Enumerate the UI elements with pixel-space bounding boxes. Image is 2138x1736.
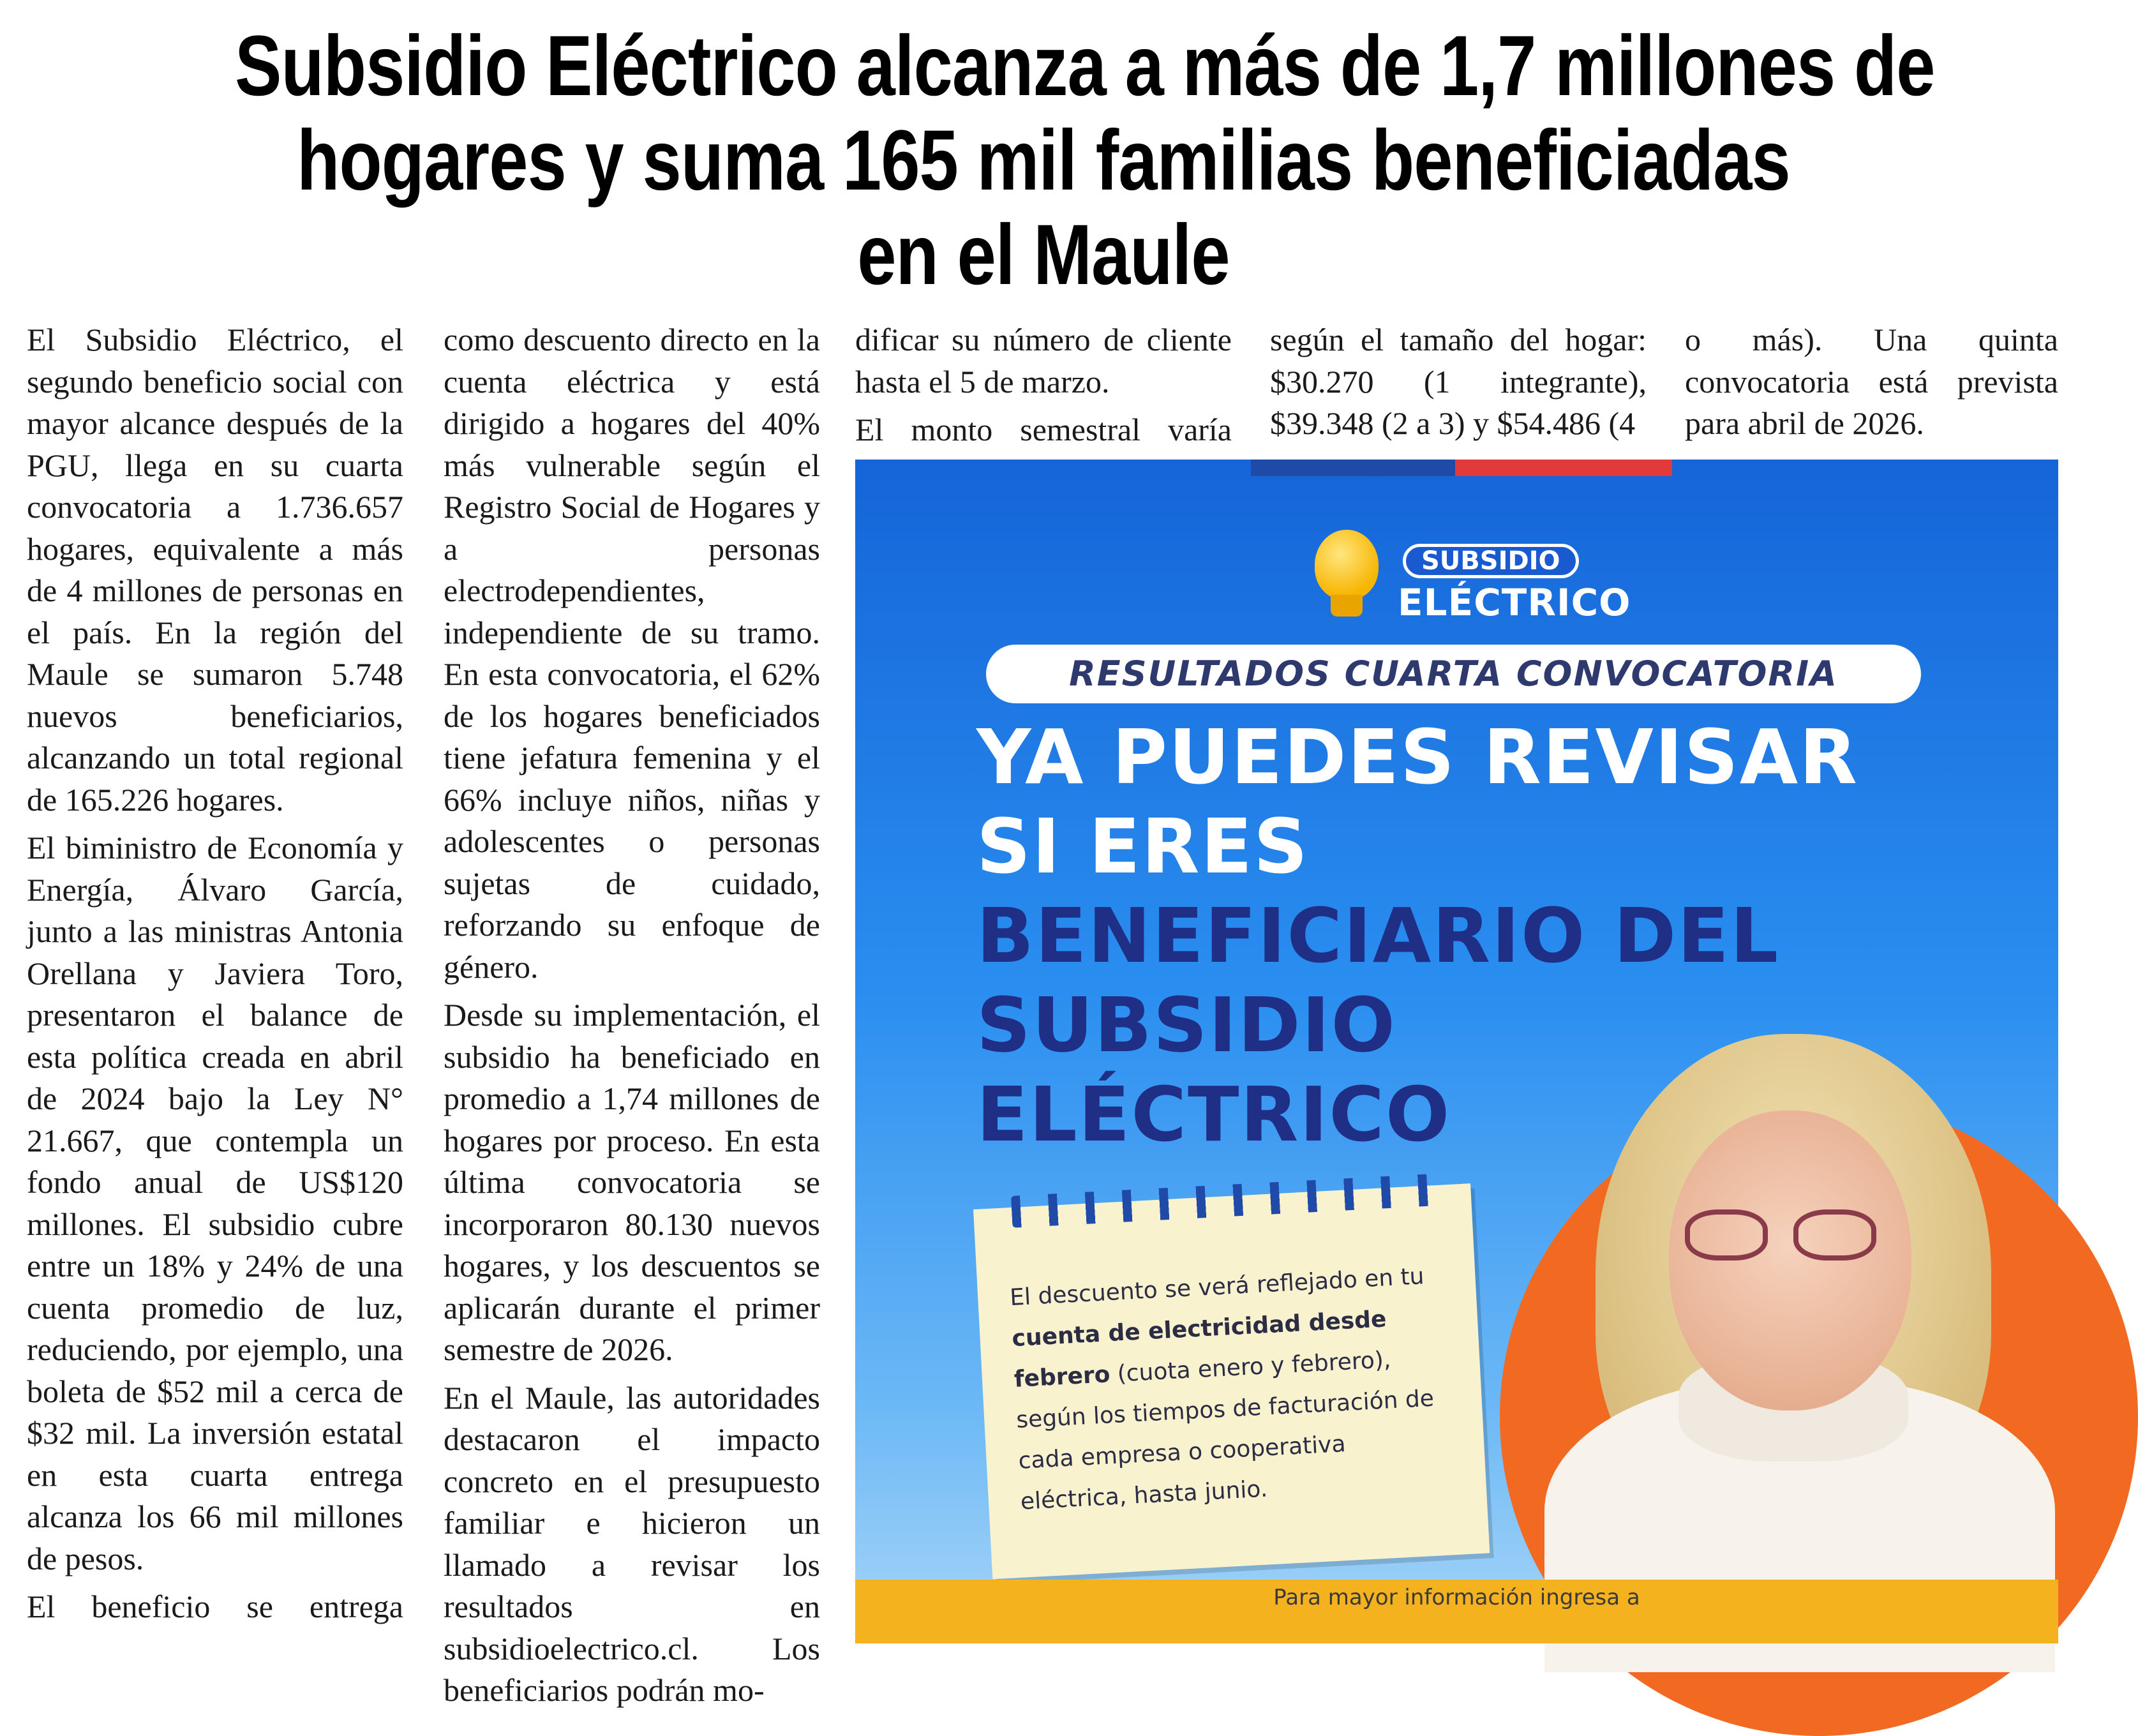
note-text-bold: cuenta de electricidad desde febrero (1011, 1306, 1387, 1393)
poster-line-3: BENEFICIARIO DEL (976, 892, 1780, 980)
headline-line-3: en el Maule (857, 207, 1230, 303)
paragraph: según el tamaño del hogar: $30.270 (1 integrante), $39.348 (2 a 3) y $54.486 (4 (1270, 322, 1647, 441)
headline (235, 19, 1935, 303)
article-column-1 (27, 319, 403, 1635)
logo-electrico: ELÉCTRICO (1398, 581, 1631, 624)
poster-footer: Para mayor información ingresa a (855, 1580, 2058, 1643)
article-column-2 (444, 319, 820, 1718)
notepad-rings-icon (1011, 1174, 1433, 1227)
paragraph: Desde su implementación, el subsidio ha beneficiado en promedio a 1,74 millones de hogares por proceso. En esta última convocatoria se incorporaron 80.130 nuevos hogares, y los descuentos se aplicarán durante el primer semestre de 2026. (444, 997, 820, 1367)
note-text-part-2: (cuota enero y febrero), según los tiempos de facturación de cada empresa o cooperativa eléctrica, hasta junio. (1015, 1347, 1435, 1515)
flag-stripe-blue (1251, 460, 1455, 476)
paragraph: como descuento directo en la cuenta eléctrica y está dirigido a hogares del 40% más vulnerable según el Registro Social de Hogares y a personas electrodependientes, independiente de su tramo. En esta convocatoria, el 62% de los hogares beneficiados tiene jefatura femenina y el 66% incluye niños, niñas y adolescentes o personas sujetas de cuidado, reforzando su enfoque de género. (444, 322, 820, 985)
poster-line-2: SI ERES (976, 802, 1310, 890)
article-column-5 (1685, 319, 2058, 451)
flag-stripe-red (1455, 460, 1672, 476)
note-text-part-1: El descuento se verá reflejado en tu (1009, 1263, 1425, 1312)
results-banner: RESULTADOS CUARTA CONVOCATORIA (986, 645, 1921, 703)
lightbulb-icon (1315, 530, 1379, 600)
paragraph: En el Maule, las autoridades destacaron el impacto concreto en el presupuesto familiar e hicieron un llamado a revisar los resultados en subsidioelectrico.cl. Los beneficiarios podrán mo- (444, 1379, 820, 1708)
logo-subsidio: SUBSIDIO (1403, 544, 1579, 578)
headline-line-2: hogares y suma 165 mil familias beneficiadas (297, 113, 1790, 208)
paragraph: El biministro de Economía y Energía, Álvaro García, junto a las ministras Antonia Orellana y Javiera Toro, presentaron el balance de esta política creada en abril de 2024 bajo la Ley N° 21.667, que contempla un fondo anual de US$120 millones. El subsidio cubre entre un 18% y 24% de una cuenta promedio de luz, reduciendo, por ejemplo, una boleta de $52 mil a cerca de $32 mil. La inversión estatal en esta cuarta entrega alcanza los 66 mil millones de pesos. (27, 830, 403, 1576)
notepad-card (973, 1183, 1490, 1579)
paragraph: El beneficio se entrega (27, 1589, 403, 1624)
paragraph: El monto semestral varía (855, 412, 1232, 447)
lightbulb-base-icon (1331, 595, 1363, 617)
paragraph: El Subsidio Eléctrico, el segundo beneficio social con mayor alcance después de la PGU, llega en su cuarta convocatoria a 1.736.657 hogares, equivalente a más de 4 millones de personas en el país. En la región del Maule se sumaron 5.748 nuevos beneficiarios, alcanzando un total regional de 165.226 hogares. (27, 322, 403, 818)
glasses-icon (1793, 1209, 1876, 1261)
headline-line-1: Subsidio Eléctrico alcanza a más de 1,7 millones de (235, 19, 1935, 114)
poster-line-4: SUBSIDIO (976, 981, 1396, 1069)
article-column-3 (855, 319, 1232, 458)
paragraph: o más). Una quinta convocatoria está prevista para abril de 2026. (1685, 322, 2058, 441)
paragraph: dificar su número de cliente hasta el 5 de marzo. (855, 322, 1232, 400)
subsidio-poster-image (855, 460, 2058, 1643)
article-column-4 (1270, 319, 1647, 451)
notepad-text (1009, 1255, 1461, 1523)
glasses-icon (1685, 1209, 1768, 1261)
poster-line-5: ELÉCTRICO (976, 1070, 1451, 1158)
woman-photo-face (1669, 1111, 1911, 1410)
poster-line-1: YA PUEDES REVISAR (976, 713, 1858, 801)
